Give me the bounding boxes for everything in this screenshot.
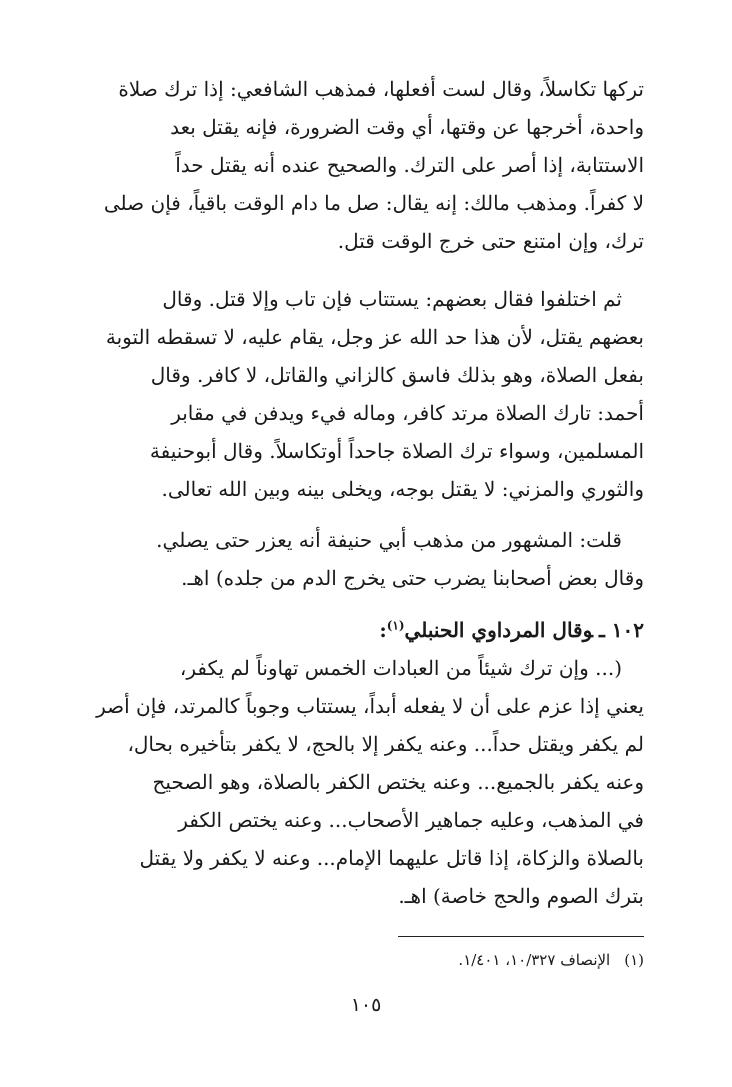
text-line: لم يكفر ويقتل حداً... وعنه يكفر إلا بالحج، لا يكفر بتأخيره بحال، [127,732,644,756]
text-line: يعني إذا عزم على أن لا يفعله أبداً، يستتاب وجوباً كالمرتد، فإن أصر [96,694,644,718]
footnote-reference: (١) [386,618,405,633]
text-line: الاستتابة، إذا أصر على الترك. والصحيح عنده أنه يقتل حداً [175,153,644,177]
footnote-text: الإنصاف ١٠/٣٢٧، ١/٤٠١. [458,951,611,969]
text-line: بالصلاة والزكاة، إذا قاتل عليهما الإمام... وعنه لا يكفر ولا يقتل [139,846,644,870]
footnote-marker: (١) [624,951,644,969]
text-line: والثوري والمزني: لا يقتل بوجه، ويخلى بينه وبين الله تعالى. [161,477,644,501]
text-line: قلت: المشهور من مذهب أبي حنيفة أنه يعزر حتى يصلي. [156,528,622,552]
text-line: أحمد: تارك الصلاة مرتد كافر، وماله فيء ويدفن في مقابر [171,401,644,425]
entry-heading-line [78,611,644,649]
paragraph-qultu [78,521,644,597]
text-line: وقال بعض أصحابنا يضرب حتى يخرج الدم من جلده) اهـ. [181,566,644,590]
text-line: المسلمين، وسواء ترك الصلاة جاحداً أوتكاسلاً. وقال أبوحنيفة [149,439,644,463]
entry-title: وقال المرداوي الحنبلي [404,618,593,642]
text-line: بفعل الصلاة، وهو بذلك فاسق كالزاني والقاتل، لا كافر. وقال [150,363,644,387]
paragraph-mardawi-quote [78,649,644,915]
page-number: ١٠٥ [350,994,382,1016]
paragraph-shafii-maliki [78,70,644,260]
text-line: (... وإن ترك شيئاً من العبادات الخمس تهاوناً لم يكفر، [179,656,622,680]
footnote-divider [398,936,644,937]
text-line: ترك، وإن امتنع حتى خرج الوقت قتل. [337,229,644,253]
text-line: في المذهب، وعليه جماهير الأصحاب... وعنه يختص الكفر [178,808,644,832]
entry-number: ١٠٢ ـ [598,618,644,642]
entry-colon: : [379,618,387,642]
text-line: ثم اختلفوا فقال بعضهم: يستتاب فإن تاب وإلا قتل. وقال [162,287,622,311]
paragraph-differences [78,280,644,508]
text-line: واحدة، أخرجها عن وقتها، أي وقت الضرورة، فإنه يقتل بعد [170,115,644,139]
text-line: تركها تكاسلاً، وقال لست أفعلها، فمذهب الشافعي: إذا ترك صلاة [118,77,644,101]
footnote [78,946,644,974]
text-line: وعنه يكفر بالجميع... وعنه يختص الكفر بالصلاة، وهو الصحيح [152,770,644,794]
text-line: لا كفراً. ومذهب مالك: إنه يقال: صل ما دام الوقت باقياً، فإن صلى [103,191,644,215]
text-line: بترك الصوم والحج خاصة) اهـ. [398,884,644,908]
text-line: بعضهم يقتل، لأن هذا حد الله عز وجل، يقام عليه، لا تسقطه التوبة [105,325,644,349]
entry-heading [78,611,644,649]
